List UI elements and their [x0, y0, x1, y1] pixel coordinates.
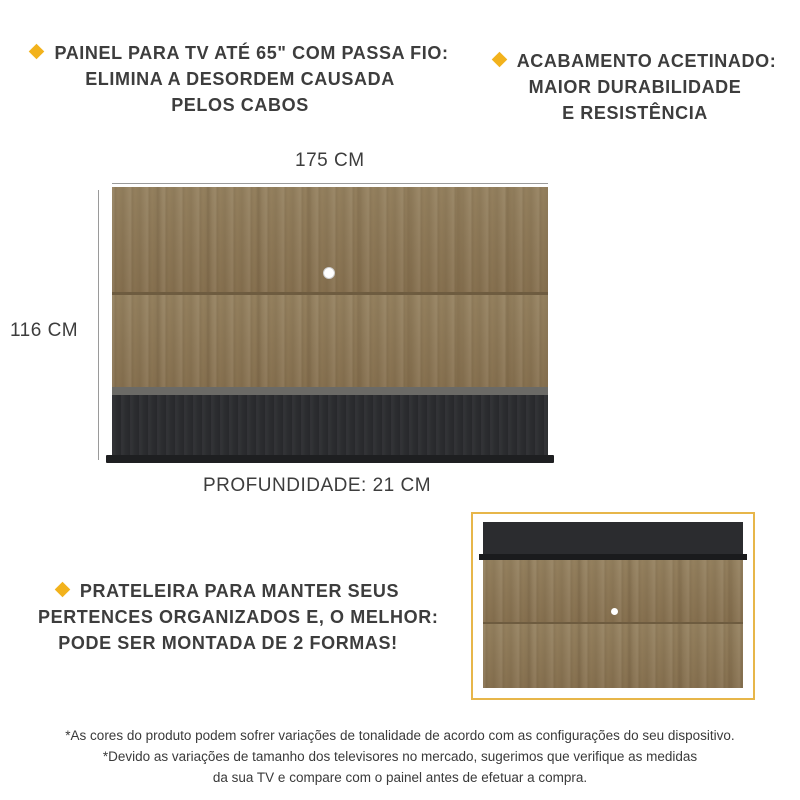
feature-line: PRATELEIRA PARA MANTER SEUS — [79, 581, 400, 601]
width-dimension-label: 175 CM — [295, 150, 365, 171]
feature-line: ELIMINA A DESORDEM CAUSADA — [85, 69, 395, 89]
depth-dimension-label: PROFUNDIDADE: 21 CM — [203, 475, 432, 496]
panel-lower-wood — [483, 624, 743, 688]
cable-hole-icon — [323, 267, 335, 279]
panel-black-base — [112, 395, 548, 455]
panel-shelf — [106, 455, 554, 463]
diamond-bullet-icon — [491, 52, 507, 68]
feature-line: PODE SER MONTADA DE 2 FORMAS! — [58, 633, 398, 653]
width-dimension-line — [112, 183, 548, 184]
feature-shelf — [38, 578, 439, 656]
feature-finish — [490, 48, 780, 126]
feature-cable-management — [30, 40, 450, 118]
feature-line: ACABAMENTO ACETINADO: — [516, 51, 777, 71]
diamond-bullet-icon — [55, 582, 71, 598]
feature-line: MAIOR DURABILIDADE — [528, 77, 742, 97]
height-dimension-line — [98, 190, 99, 460]
panel-gap — [112, 387, 548, 395]
tv-panel-illustration — [112, 187, 548, 465]
disclaimer-size: *Devido as variações de tamanho dos televisores no mercado, sugerimos que verifique as medidas — [102, 749, 698, 764]
feature-line: E RESISTÊNCIA — [562, 103, 708, 123]
disclaimer-color: *As cores do produto podem sofrer variações de tonalidade de acordo com as configurações do seu dispositivo. — [65, 728, 735, 743]
panel-lower-wood — [112, 295, 548, 387]
disclaimer-size-cont: da sua TV e compare com o painel antes de efetuar a compra. — [212, 770, 588, 785]
feature-line: PELOS CABOS — [171, 95, 309, 115]
cable-hole-icon — [611, 608, 618, 615]
inverted-panel-illustration — [483, 522, 743, 688]
alternate-mounting-image — [471, 512, 755, 700]
height-dimension-label: 116 CM — [10, 320, 79, 341]
feature-line: PAINEL PARA TV ATÉ 65" COM PASSA FIO: — [54, 43, 449, 63]
feature-line: PERTENCES ORGANIZADOS E, O MELHOR: — [38, 607, 439, 627]
diamond-bullet-icon — [29, 44, 45, 60]
panel-black-top — [483, 522, 743, 554]
